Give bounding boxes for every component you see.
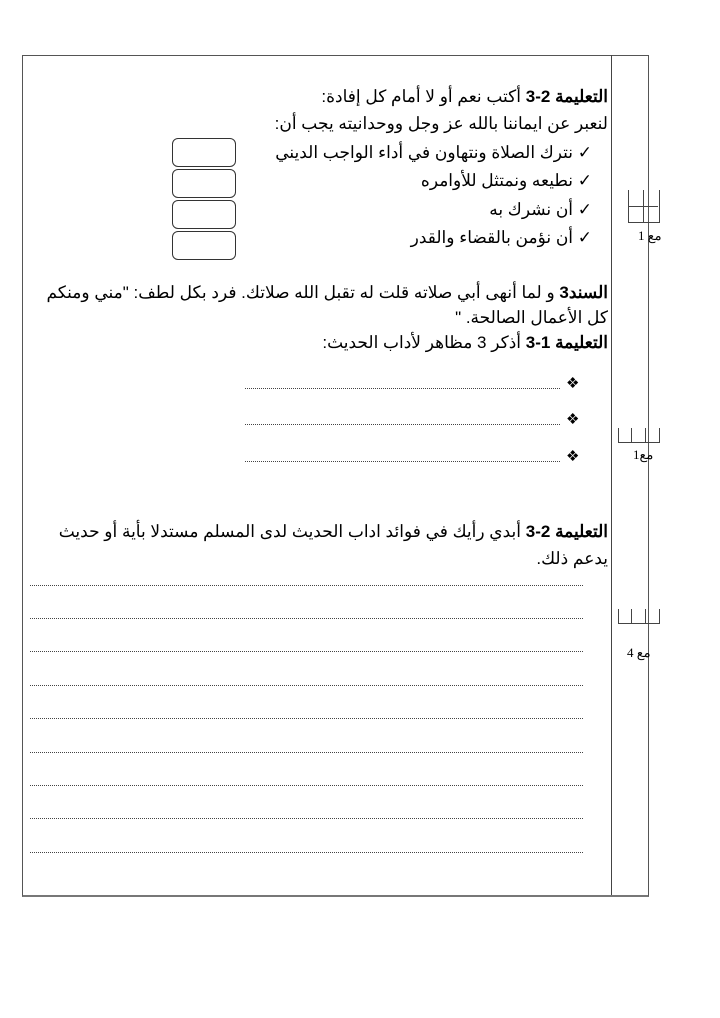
score-label: مع 1 [638, 228, 662, 243]
score-label: مع 4 [627, 645, 651, 660]
answer-box[interactable] [172, 138, 236, 167]
answer-line[interactable] [30, 852, 583, 853]
statement: ✓ نترك الصلاة ونتهاون في أداء الواجب الديني [275, 143, 592, 162]
instruction-title: التعليمة 2-3 أبدي رأيك في فوائد اداب الحديث لدى المسلم مستدلا بأية أو حديث يدعم ذلك. [58, 522, 608, 568]
answer-line[interactable] [30, 685, 583, 686]
bullet-icon: ❖ [566, 448, 580, 465]
answer-line[interactable] [30, 585, 583, 586]
answer-line[interactable] [30, 718, 583, 719]
statement: ✓ نطيعه ونمتثل للأوامره [420, 171, 592, 190]
answer-line[interactable] [30, 818, 583, 819]
margin-divider [611, 55, 612, 895]
answer-line[interactable] [30, 651, 583, 652]
answer-line[interactable] [245, 424, 560, 425]
statement: ✓ أن نشرك به [489, 200, 592, 219]
bullet-icon: ❖ [566, 411, 580, 428]
instruction-title: التعليمة 1-3 أذكر 3 مظاهر لأداب الحديث: [322, 333, 608, 352]
answer-line[interactable] [245, 388, 560, 389]
answer-line[interactable] [30, 785, 583, 786]
answer-box[interactable] [172, 169, 236, 198]
score-label: مع1 [633, 447, 654, 462]
statement: ✓ أن نؤمن بالقضاء والقدر [410, 228, 592, 247]
answer-box[interactable] [172, 231, 236, 260]
answer-box[interactable] [172, 200, 236, 229]
answer-line[interactable] [30, 752, 583, 753]
answer-line[interactable] [30, 618, 583, 619]
answer-line[interactable] [245, 461, 560, 462]
sanad-text: السند3 و لما أنهى أبي صلاته قلت له تقبل الله صلاتك. فرد بكل لطف: "مني ومنكم كل الأعمال الصالحة. " [46, 283, 608, 327]
intro-text: لنعبر عن ايماننا بالله عز وجل ووحدانيته يجب أن: [274, 114, 608, 133]
instruction-title: التعليمة 2-3 أكتب نعم أو لا أمام كل إفادة: [321, 87, 608, 106]
bullet-icon: ❖ [566, 375, 580, 392]
